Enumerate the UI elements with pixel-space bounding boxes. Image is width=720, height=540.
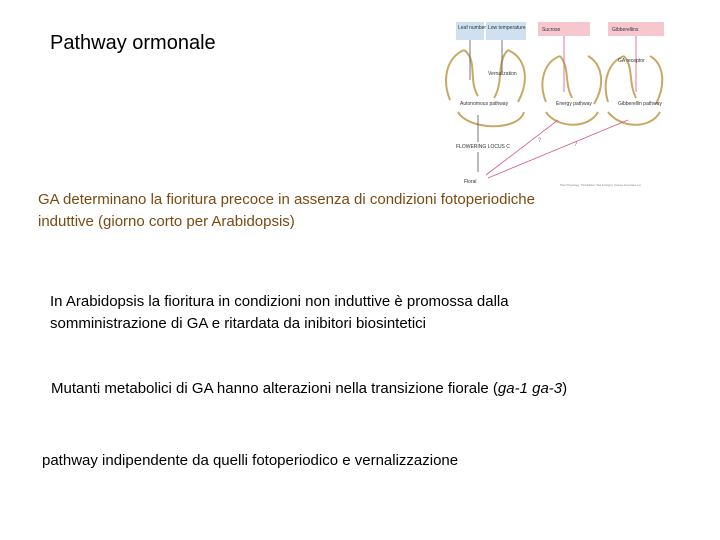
ga-promotion-text: In Arabidopsis la fioritura in condizioni non induttive è promossa dalla somministrazione di GA e ritardata da inibitori biosintetici [50, 293, 509, 332]
floral-label: Floral [464, 179, 477, 185]
plant-outline-left [446, 50, 525, 126]
flowering-locus-label: FLOWERING LOCUS C [456, 144, 510, 150]
ga-mutants-names: ga-1 ga-3 [497, 380, 563, 397]
ga-receptor-label: GA receptor [618, 58, 645, 64]
plant-outline-middle [542, 56, 601, 125]
energy-pathway-label: Energy pathway [556, 101, 592, 107]
question-mark-1: ? [538, 138, 542, 144]
low-temperature-label: Low temperature [488, 25, 526, 31]
plant-outline-right [606, 56, 663, 125]
gibberellins-label: Gibberellins [612, 27, 639, 33]
leaf-number-label: Leaf number [458, 25, 487, 31]
ga-mutants-text [51, 378, 691, 400]
ga-mutants-suffix: ) [562, 380, 568, 397]
gibberellin-pathway-label: Gibberellin pathway [618, 101, 662, 107]
flowering-pathway-figure [438, 20, 668, 190]
slide-title: Pathway ormonale [50, 32, 216, 54]
independent-pathway-text: pathway indipendente da quelli fotoperiodico e vernalizzazione [42, 452, 459, 469]
autonomous-pathway-label: Autonomous pathway [460, 101, 509, 107]
question-mark-2: ? [574, 142, 578, 148]
sucrose-label: Sucrose [542, 27, 561, 33]
figure-credit: Plant Physiology, Third Edition (Taiz & Zeiger), Sinauer Associates, Inc. [560, 184, 642, 187]
ga-mutants-prefix: Mutanti metabolici di GA hanno alterazioni nella transizione fiorale ( [51, 380, 498, 397]
ga-early-flowering-text: GA determinano la fioritura precoce in assenza di condizioni fotoperiodiche induttive (giorno corto per Arabidopsis) [38, 191, 535, 230]
vernalization-label: Vernalization [488, 71, 517, 77]
